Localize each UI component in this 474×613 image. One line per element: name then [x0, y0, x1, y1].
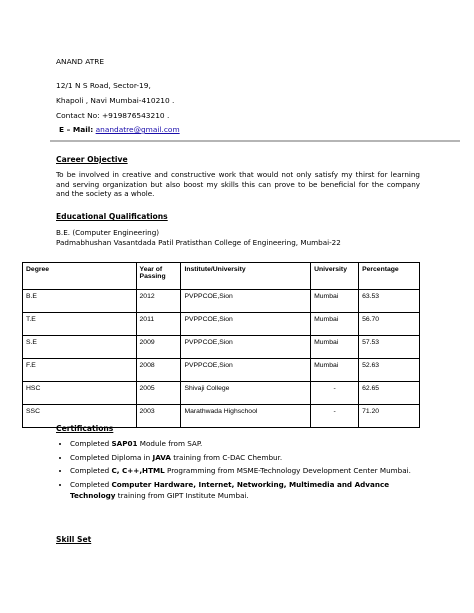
cell-year: 2008 — [136, 359, 181, 382]
cell-institute: Shivaji College — [181, 382, 311, 405]
cell-university: - — [311, 382, 359, 405]
cell-year: 2012 — [136, 290, 181, 313]
cert-text: Programming from MSME-Technology Development Center Mumbai. — [164, 466, 411, 475]
skill-set-heading: Skill Set — [56, 535, 92, 544]
header-divider — [50, 140, 460, 142]
cell-university: Mumbai — [311, 336, 359, 359]
cell-institute: Marathwada Highschool — [181, 405, 311, 428]
career-objective-heading: Career Objective — [56, 155, 128, 164]
cell-percentage: 56.70 — [359, 313, 420, 336]
cell-percentage: 71.20 — [359, 405, 420, 428]
cert-highlight: SAP01 — [111, 439, 138, 448]
cert-text: training from C-DAC Chembur. — [170, 452, 283, 462]
cert-text: Completed — [70, 479, 112, 489]
cert-text: training from GIPT Institute Mumbai. — [115, 491, 249, 500]
cell-university: - — [311, 405, 359, 428]
list-item — [70, 438, 430, 450]
column-header-percentage: Percentage — [359, 263, 420, 290]
table-row — [23, 382, 420, 405]
email-link[interactable]: anandatre@gmail.com — [95, 125, 180, 134]
cell-percentage: 57.53 — [359, 336, 420, 359]
table-header-row — [23, 263, 420, 290]
cell-institute: PVPPCOE,Sion — [181, 336, 311, 359]
cell-institute: PVPPCOE,Sion — [181, 313, 311, 336]
cell-university: Mumbai — [311, 359, 359, 382]
candidate-name: ANAND ATRE — [56, 57, 105, 66]
cell-degree: B.E — [23, 290, 137, 313]
cell-year: 2003 — [136, 405, 181, 428]
certifications-list — [60, 438, 430, 504]
cell-percentage: 62.65 — [359, 382, 420, 405]
address-line-1: 12/1 N S Road, Sector-19, — [56, 81, 151, 90]
cell-degree: SSC — [23, 405, 137, 428]
cell-year: 2005 — [136, 382, 181, 405]
cell-institute: PVPPCOE,Sion — [181, 290, 311, 313]
cell-degree: F.E — [23, 359, 137, 382]
table-row — [23, 313, 420, 336]
cert-text: Completed Diploma in — [70, 452, 153, 462]
table-row — [23, 290, 420, 313]
cert-highlight: C, C++,HTML — [111, 466, 165, 475]
cell-percentage: 52.63 — [359, 359, 420, 382]
contact-number: Contact No: +919876543210 . — [56, 111, 170, 120]
cell-degree: S.E — [23, 336, 137, 359]
career-objective-text: To be involved in creative and constructive work that would not only satisfy my thirst for learning and serving organization but also boost my skills this can prove to be beneficial for the company and the society as a whole. — [56, 170, 420, 199]
cell-degree: T.E — [23, 313, 137, 336]
cert-highlight: Computer Hardware, Internet, Networking, Multimedia and Advance Technology — [70, 479, 390, 500]
cell-year: 2009 — [136, 336, 181, 359]
email-row — [59, 124, 180, 135]
college-line: Padmabhushan Vasantdada Patil Pratisthan College of Engineering, Mumbai-22 — [56, 238, 341, 247]
cell-degree: HSC — [23, 382, 137, 405]
cert-text: Completed — [70, 466, 112, 475]
list-item — [70, 465, 430, 477]
column-header-degree: Degree — [23, 263, 137, 290]
certifications-heading: Certifications — [56, 424, 114, 433]
list-item — [70, 479, 430, 502]
degree-line: B.E. (Computer Engineering) — [56, 228, 160, 237]
column-header-institute: Institute/University — [181, 263, 311, 290]
list-item — [70, 452, 430, 464]
column-header-year: Year of Passing — [136, 263, 181, 290]
cert-text: Module from SAP. — [137, 439, 203, 448]
cell-institute: PVPPCOE,Sion — [181, 359, 311, 382]
cell-percentage: 63.53 — [359, 290, 420, 313]
table-row — [23, 336, 420, 359]
column-header-university: University — [311, 263, 359, 290]
cert-text: Completed — [70, 439, 112, 448]
address-line-2: Khapoli , Navi Mumbai-410210 . — [56, 96, 175, 105]
education-heading: Educational Qualifications — [56, 212, 168, 221]
cell-year: 2011 — [136, 313, 181, 336]
email-label: E – Mail: — [59, 125, 94, 134]
qualifications-table — [22, 262, 420, 428]
cell-university: Mumbai — [311, 313, 359, 336]
cert-highlight: JAVA — [152, 452, 171, 462]
cell-university: Mumbai — [311, 290, 359, 313]
table-row — [23, 359, 420, 382]
